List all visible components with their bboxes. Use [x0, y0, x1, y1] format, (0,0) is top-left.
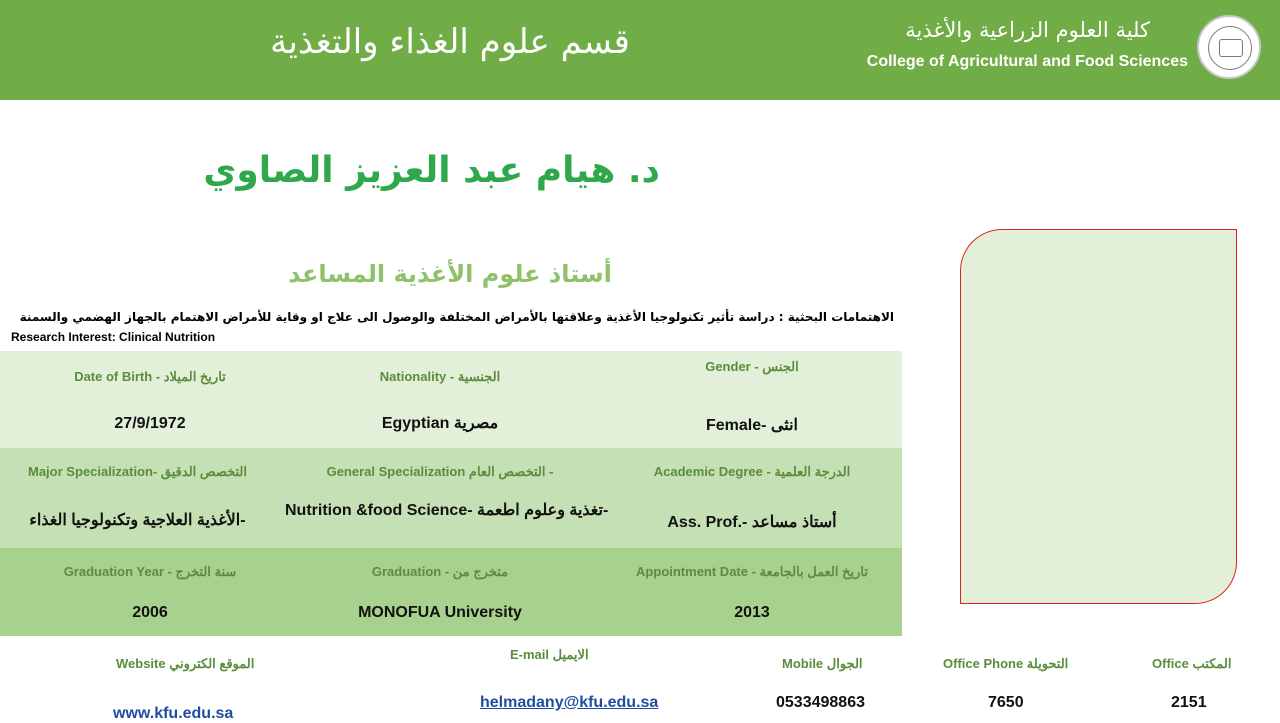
- college-name-english: College of Agricultural and Food Sciences: [866, 53, 1188, 70]
- dob-cell: [0, 351, 300, 448]
- grad-year-value: 2006: [132, 604, 168, 621]
- major-value: الأغذية العلاجية وتكنولوجيا الغذاء-: [29, 512, 246, 529]
- photo-placeholder: [960, 229, 1237, 604]
- graduation-value: MONOFUA University: [358, 604, 522, 621]
- email-link[interactable]: helmadany@kfu.edu.sa: [480, 694, 659, 711]
- appointment-value: 2013: [734, 604, 770, 621]
- mobile-label: Mobile الجوال: [782, 656, 863, 671]
- degree-label: Academic Degree - الدرجة العلمية: [653, 464, 851, 479]
- website-label: Website الموقع الكتروني: [116, 656, 255, 671]
- faculty-name: د. هيام عبد العزيز الصاوي: [203, 150, 660, 191]
- grad-year-cell: [0, 548, 300, 636]
- office-phone-label: Office Phone التحويلة: [943, 656, 1069, 671]
- office-value: 2151: [1171, 694, 1207, 711]
- appointment-label: Appointment Date - تاريخ العمل بالجامعة: [636, 564, 868, 579]
- department-title: قسم علوم الغذاء والتغذية: [270, 22, 630, 62]
- seal-emblem: [1219, 39, 1243, 57]
- degree-cell: [602, 448, 902, 548]
- info-grid: [0, 351, 902, 636]
- graduation-label: Graduation - متخرج من: [371, 564, 509, 579]
- office-label: Office المكتب: [1152, 656, 1232, 671]
- info-row-specialization: [0, 448, 902, 548]
- mobile-value: 0533498863: [776, 694, 865, 711]
- research-interests-english: Research Interest: Clinical Nutrition: [11, 330, 216, 344]
- office-phone-value: 7650: [988, 694, 1024, 711]
- appointment-cell: [602, 548, 902, 636]
- dob-value: 27/9/1972: [114, 415, 186, 432]
- nationality-cell: [290, 351, 590, 448]
- general-cell: [285, 448, 609, 548]
- faculty-rank: أستاذ علوم الأغذية المساعد: [288, 260, 612, 288]
- general-value: Nutrition &food Science- تغذية وعلوم اطعمة-: [285, 502, 609, 519]
- grad-year-label: Graduation Year - سنة التخرج: [63, 564, 237, 579]
- email-label: E-mail الايميل: [510, 647, 589, 662]
- nationality-value: Egyptian مصرية: [381, 415, 499, 432]
- college-name-arabic: كلية العلوم الزراعية والأغذية: [905, 18, 1150, 42]
- gender-cell: [602, 351, 902, 448]
- website-link[interactable]: www.kfu.edu.sa: [113, 705, 234, 722]
- general-label: General Specialization التخصص العام -: [326, 464, 554, 479]
- graduation-cell: [290, 548, 590, 636]
- university-seal-icon: [1197, 15, 1261, 79]
- info-row-career: [0, 548, 902, 636]
- nationality-label: Nationality - الجنسية: [379, 369, 501, 384]
- info-row-personal: [0, 351, 902, 448]
- gender-value: Female- انثى: [706, 417, 798, 434]
- gender-label: Gender - الجنس: [705, 359, 799, 374]
- dob-label: Date of Birth - تاريخ الميلاد: [74, 369, 226, 384]
- major-label: Major Specialization- التخصص الدقيق: [28, 464, 247, 479]
- header-banner: [0, 0, 1280, 100]
- research-interests-arabic: الاهتمامات البحثية : دراسة تأثير تكنولوجيا الأغذية وعلاقتها بالأمراض المختلفة والوصول الى علاج او وقاية للأمراض الاهتمام بالجهاز الهضمي والسمنة: [19, 310, 894, 324]
- degree-value: Ass. Prof.- أستاذ مساعد: [667, 514, 837, 531]
- major-cell: [0, 448, 275, 548]
